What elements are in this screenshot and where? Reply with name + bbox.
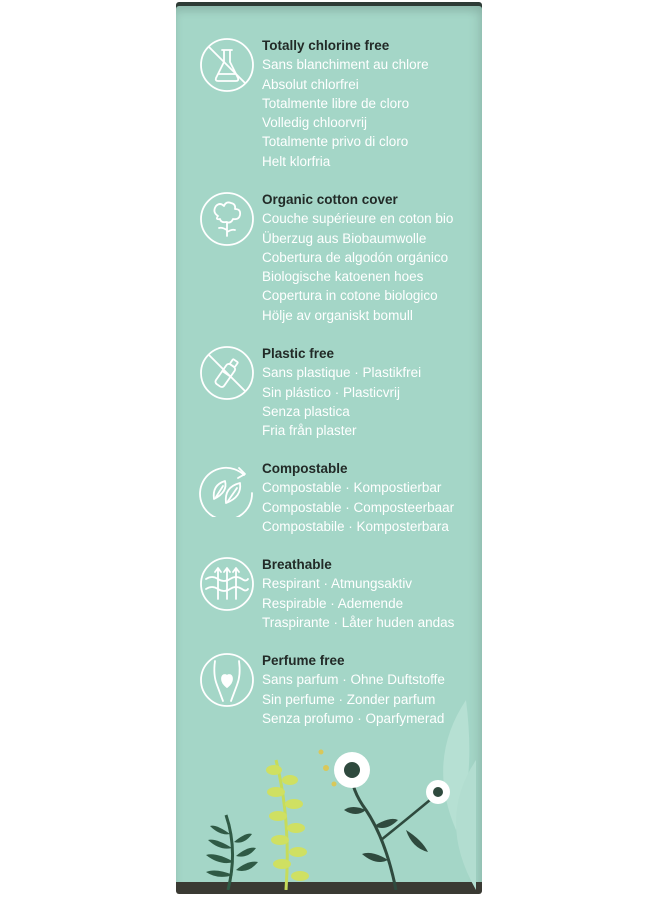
translation-line: Fria från plaster <box>262 423 357 439</box>
no-plastic-bottle-icon <box>198 344 256 402</box>
feature-title: Organic cotton cover <box>262 192 398 207</box>
translation-line: Sin plástico · Plasticvrij <box>262 384 401 400</box>
translation-line: Absolut chlorfrei <box>262 76 359 92</box>
translation-line: Volledig chloorvrij <box>262 115 368 131</box>
translation-line: Traspirante · Låter huden andas <box>262 614 455 630</box>
feature-title: Breathable <box>262 557 332 572</box>
feature-title: Plastic free <box>262 346 335 361</box>
botanical-illustration <box>176 700 482 890</box>
breathable-arrows-icon <box>198 555 256 613</box>
compost-leaf-icon <box>198 459 256 517</box>
translation-line: Senza plastica <box>262 403 350 419</box>
translation-line: Respirant · Atmungsaktiv <box>262 576 413 592</box>
translation-line: Totalmente libre de cloro <box>262 95 410 111</box>
translation-line: Biologische katoenen hoes <box>262 269 424 285</box>
translation-line: Compostable · Composteerbaar <box>262 499 455 515</box>
translation-line: Sin perfume · Zonder parfum <box>262 691 436 707</box>
translation-line: Copertura in cotone biologico <box>262 288 438 304</box>
translation-line: Hölje av organiskt bomull <box>262 307 413 323</box>
feature-title: Totally chlorine free <box>262 38 390 53</box>
cotton-flower-icon <box>198 190 256 248</box>
feature-title: Compostable <box>262 461 348 476</box>
translation-line: Couche supérieure en coton bio <box>262 211 454 227</box>
feature-title: Perfume free <box>262 653 345 668</box>
translation-line: Helt klorfria <box>262 153 331 169</box>
translation-line: Sans plastique · Plastikfrei <box>262 365 422 381</box>
translation-line: Totalmente privo di cloro <box>262 134 409 150</box>
translation-line: Überzug aus Biobaumwolle <box>262 230 427 246</box>
translation-line: Respirable · Ademende <box>262 595 404 611</box>
translation-line: Compostabile · Komposterbara <box>262 518 449 534</box>
translation-line: Cobertura de algodón orgánico <box>262 249 449 265</box>
translation-line: Senza profumo · Oparfymerad <box>262 710 445 726</box>
translation-line: Compostable · Kompostierbar <box>262 480 442 496</box>
no-flask-icon <box>198 36 256 94</box>
translation-line: Sans blanchiment au chlore <box>262 57 429 73</box>
translation-line: Sans parfum · Ohne Duftstoffe <box>262 672 445 688</box>
